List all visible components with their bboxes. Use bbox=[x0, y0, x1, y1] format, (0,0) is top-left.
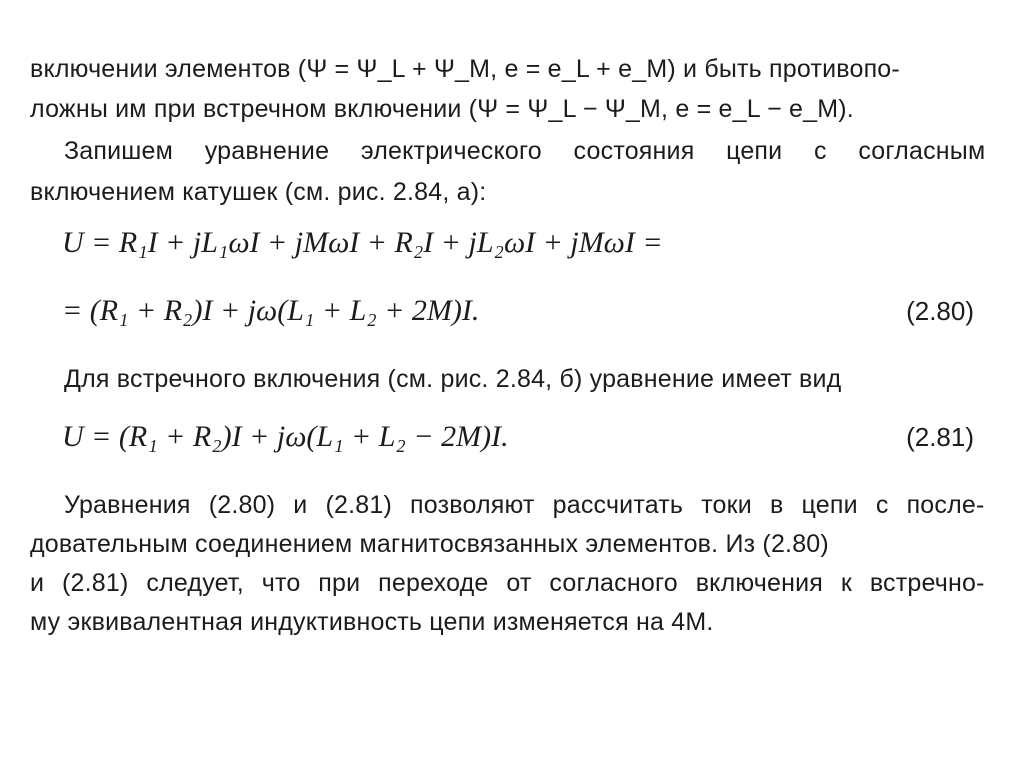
paragraph-1-line-1: включении элементов (Ψ = Ψ_L + Ψ_М, e = e_L + e_М) и быть противопо- bbox=[30, 55, 900, 83]
paragraph-2-line-1: Запишем уравнение электрического состояния цепи с согласным bbox=[64, 137, 986, 165]
paragraph-4-line-2: довательным соединением магнитосвязанных элементов. Из (2.80) bbox=[30, 530, 829, 558]
paragraph-4-line-4: му эквивалентная индуктивность цепи изменяется на 4M. bbox=[30, 608, 714, 636]
equation-2-80-line-1: U = R₁I + jL₁ωI + jMωI + R₂I + jL₂ωI + jMωI = bbox=[62, 226, 663, 259]
paragraph-4-line-3: и (2.81) следует, что при переходе от согласного включения к встречно- bbox=[30, 569, 985, 597]
equation-number-2-81: (2.81) bbox=[906, 422, 974, 452]
equation-2-81: U = (R₁ + R₂)I + jω(L₁ + L₂ − 2M)I. bbox=[62, 420, 509, 453]
equation-number-2-80: (2.80) bbox=[906, 296, 974, 326]
paragraph-1-line-2: ложны им при встречном включении (Ψ = Ψ_L − Ψ_М, e = e_L − e_М). bbox=[30, 95, 854, 123]
paragraph-2-line-2: включением катушек (см. рис. 2.84, а): bbox=[30, 178, 487, 206]
equation-2-80-line-2: = (R₁ + R₂)I + jω(L₁ + L₂ + 2M)I. bbox=[62, 294, 480, 327]
paragraph-3-line-1: Для встречного включения (см. рис. 2.84, б) уравнение имеет вид bbox=[64, 365, 842, 393]
paragraph-4-line-1: Уравнения (2.80) и (2.81) позволяют рассчитать токи в цепи с после- bbox=[64, 491, 985, 519]
